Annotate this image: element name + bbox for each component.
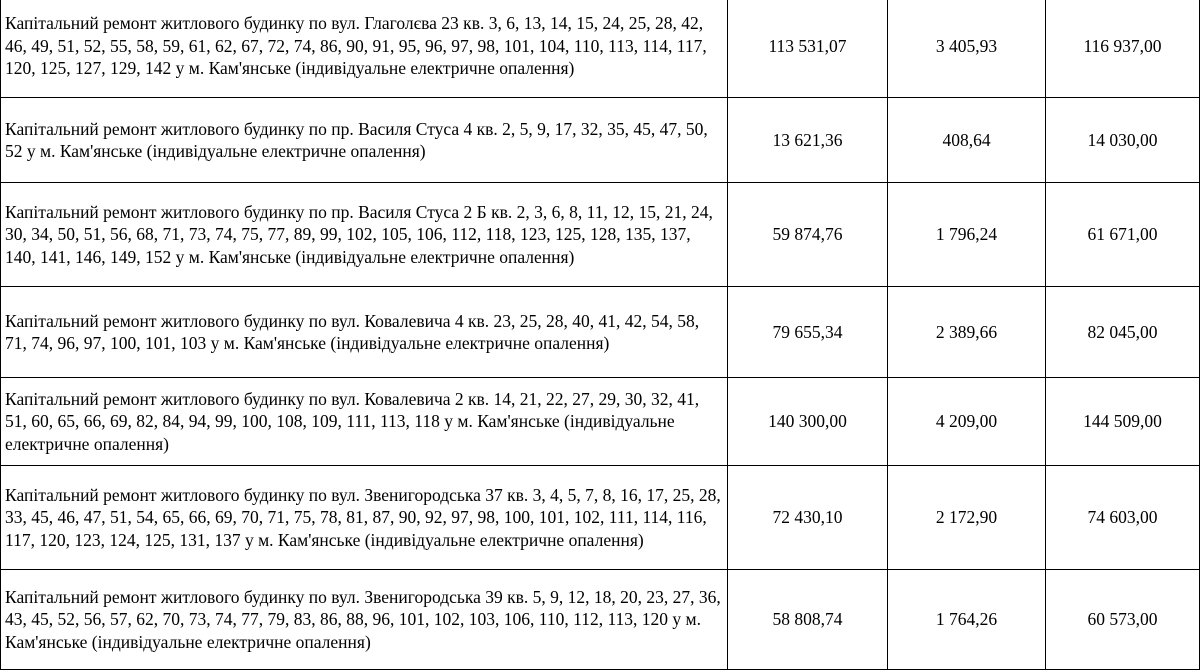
row-total: 60 573,00 bbox=[1046, 570, 1200, 670]
row-amount-2: 2 172,90 bbox=[888, 466, 1046, 570]
row-amount-1: 113 531,07 bbox=[728, 0, 888, 98]
table-row bbox=[1, 183, 1200, 287]
row-description: Капітальний ремонт житлового будинку по вул. Глаголєва 23 кв. 3, 6, 13, 14, 15, 24, 25, 28, 42, 46, 49, 51, 52, 55, 58, 59, 61, 62, 67, 72, 74, 86, 90, 91, 95, 96, 97, 98, 101, 104, 110, 113, 114, 117, 120, 125, 127, 129, 142 у м. Кам'янське (індивідуальне електричне опалення) bbox=[1, 0, 728, 98]
row-amount-2: 3 405,93 bbox=[888, 0, 1046, 98]
row-amount-1: 13 621,36 bbox=[728, 98, 888, 183]
row-amount-1: 58 808,74 bbox=[728, 570, 888, 670]
row-description: Капітальний ремонт житлового будинку по пр. Василя Стуса 2 Б кв. 2, 3, 6, 8, 11, 12, 15, 21, 24, 30, 34, 50, 51, 56, 68, 71, 73, 74, 75, 77, 89, 99, 102, 105, 106, 112, 118, 123, 125, 128, 135, 137, 140, 141, 146, 149, 152 у м. Кам'янське (індивідуальне електричне опалення) bbox=[1, 183, 728, 287]
table-row bbox=[1, 378, 1200, 466]
row-amount-2: 2 389,66 bbox=[888, 287, 1046, 378]
row-amount-2: 408,64 bbox=[888, 98, 1046, 183]
row-total: 82 045,00 bbox=[1046, 287, 1200, 378]
row-amount-2: 1 796,24 bbox=[888, 183, 1046, 287]
table-row bbox=[1, 570, 1200, 670]
row-total: 61 671,00 bbox=[1046, 183, 1200, 287]
row-total: 116 937,00 bbox=[1046, 0, 1200, 98]
row-amount-1: 72 430,10 bbox=[728, 466, 888, 570]
row-description: Капітальний ремонт житлового будинку по вул. Ковалевича 2 кв. 14, 21, 22, 27, 29, 30, 32, 41, 51, 60, 65, 66, 69, 82, 84, 94, 99, 100, 108, 109, 111, 113, 118 у м. Кам'янське (індивідуальне електричне опалення) bbox=[1, 378, 728, 466]
row-total: 144 509,00 bbox=[1046, 378, 1200, 466]
row-description: Капітальний ремонт житлового будинку по вул. Звенигородська 39 кв. 5, 9, 12, 18, 20, 23, 27, 36, 43, 45, 52, 56, 57, 62, 70, 73, 74, 77, 79, 83, 86, 88, 96, 101, 102, 103, 106, 110, 112, 113, 120 у м. Кам'янське (індивідуальне електричне опалення) bbox=[1, 570, 728, 670]
row-amount-1: 59 874,76 bbox=[728, 183, 888, 287]
row-amount-2: 1 764,26 bbox=[888, 570, 1046, 670]
row-description: Капітальний ремонт житлового будинку по пр. Василя Стуса 4 кв. 2, 5, 9, 17, 32, 35, 45, 47, 50, 52 у м. Кам'янське (індивідуальне електричне опалення) bbox=[1, 98, 728, 183]
row-amount-2: 4 209,00 bbox=[888, 378, 1046, 466]
row-amount-1: 140 300,00 bbox=[728, 378, 888, 466]
row-total: 14 030,00 bbox=[1046, 98, 1200, 183]
table-row bbox=[1, 0, 1200, 98]
row-total: 74 603,00 bbox=[1046, 466, 1200, 570]
table-row bbox=[1, 98, 1200, 183]
table-row bbox=[1, 287, 1200, 378]
row-amount-1: 79 655,34 bbox=[728, 287, 888, 378]
table-row bbox=[1, 466, 1200, 570]
row-description: Капітальний ремонт житлового будинку по вул. Звенигородська 37 кв. 3, 4, 5, 7, 8, 16, 17, 25, 28, 33, 45, 46, 47, 51, 54, 65, 66, 69, 70, 71, 75, 78, 81, 87, 90, 92, 97, 98, 100, 101, 102, 111, 114, 116, 117, 120, 123, 124, 125, 131, 137 у м. Кам'янське (індивідуальне електричне опалення) bbox=[1, 466, 728, 570]
row-description: Капітальний ремонт житлового будинку по вул. Ковалевича 4 кв. 23, 25, 28, 40, 41, 42, 54, 58, 71, 74, 96, 97, 100, 101, 103 у м. Кам'янське (індивідуальне електричне опалення) bbox=[1, 287, 728, 378]
